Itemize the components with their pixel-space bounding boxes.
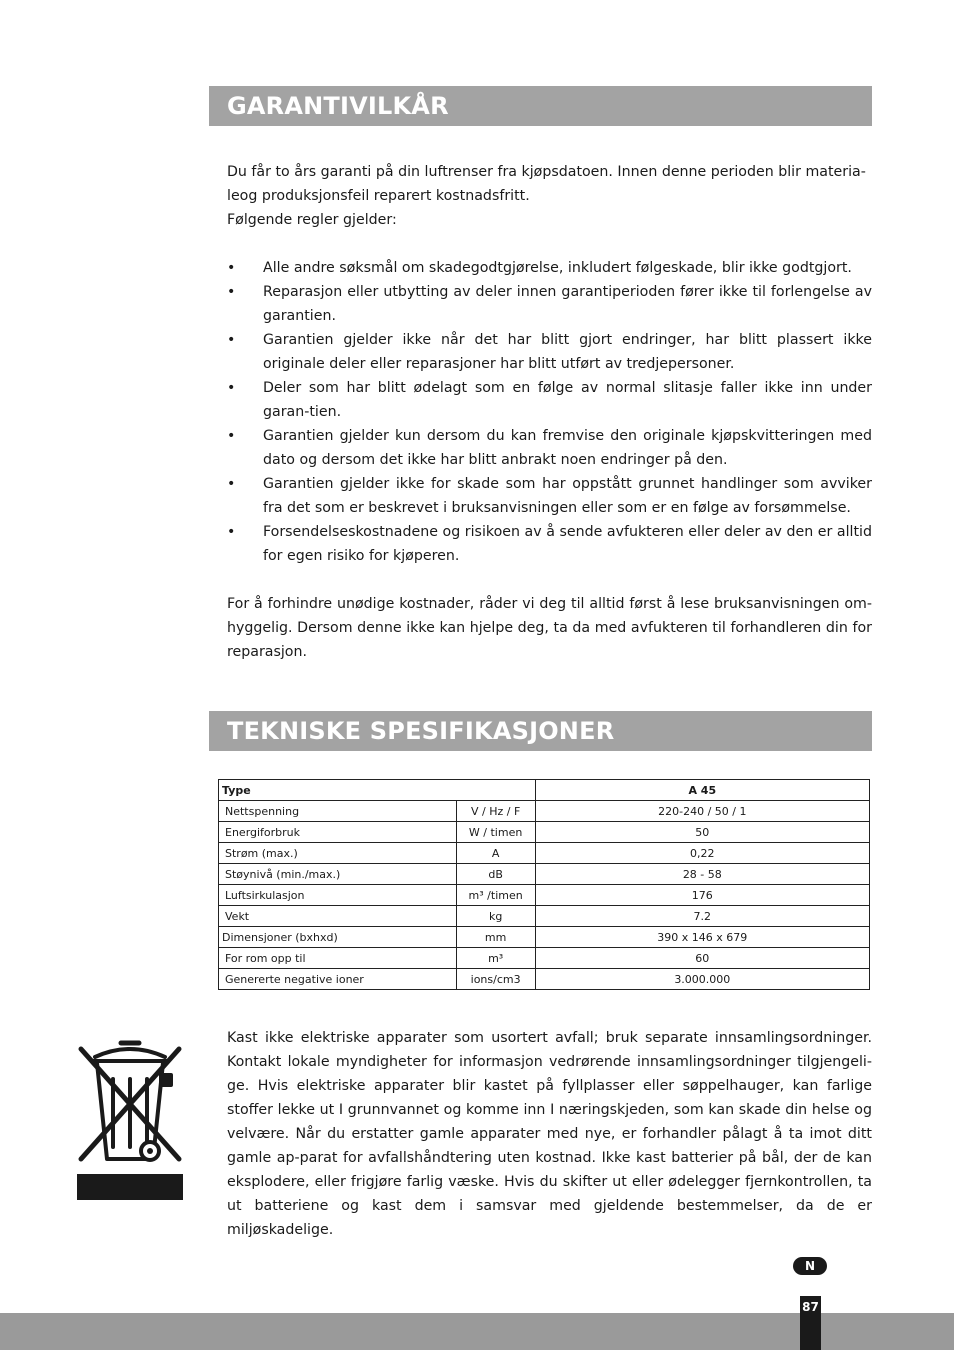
table-row [219, 801, 870, 822]
spec-label: Strøm (max.) [219, 843, 457, 864]
spec-unit: W / timen [456, 822, 535, 843]
spec-label: Nettspenning [219, 801, 457, 822]
model-name: A 45 [535, 780, 869, 801]
specs-heading: TEKNISKE SPESIFIKASJONER [209, 711, 872, 751]
table-row [219, 927, 870, 948]
warranty-heading: GARANTIVILKÅR [209, 86, 872, 126]
list-item: • Deler som har blitt ødelagt som en følge av normal slitasje faller ikke inn under garan-tien. [227, 376, 872, 424]
disposal-text: Kast ikke elektriske apparater som usortert avfall; bruk separate innsamlingsordninger. Kontakt lokale myndigheter for informasjon vedrørende innsamlingsordninger tilgjengeli-ge. Hvis elektriske apparater blir kastet på fyllplasser eller søppelhauger, kan farlige stoffer lekke ut I grunnvannet og komme inn I næringskjeden, som kan skade din helse og velvære. Når du erstatter gamle apparater med nye, er forhandler pålagt å ta imot ditt gamle ap-parat for avfallshåndtering uten kostnad. Ikke kast batterier på bål, der de kan eksplodere, eller frigjøre farlig væske. Hvis du skifter ut eller ødelegger fjernkontrollen, ta ut batteriene og kast dem i samsvar med gjeldende bestemmelser, da de er miljøskadelige. [227, 1030, 872, 1238]
spec-unit: dB [456, 864, 535, 885]
spec-value: 220-240 / 50 / 1 [535, 801, 869, 822]
table-row [219, 969, 870, 990]
spec-value: 390 x 146 x 679 [535, 927, 869, 948]
table-row [219, 822, 870, 843]
table-row [219, 885, 870, 906]
crossed-out-wheelie-bin-icon [77, 1039, 183, 1201]
table-row [219, 906, 870, 927]
type-label: Type [219, 780, 536, 801]
spec-label: Støynivå (min./max.) [219, 864, 457, 885]
bullet-icon: • [227, 284, 236, 300]
list-item: • Reparasjon eller utbytting av deler innen garantiperioden fører ikke til forlengelse av garantien. [227, 280, 872, 328]
list-item: • Garantien gjelder ikke når det har blitt gjort endringer, har blitt plassert ikke originale deler eller reparasjoner har blitt utført av tredjepersoner. [227, 328, 872, 376]
spec-unit: A [456, 843, 535, 864]
bullet-icon: • [227, 260, 236, 276]
warranty-closing: For å forhindre unødige kostnader, råder vi deg til alltid først å lese bruksanvisningen om-hyggelig. Dersom denne ikke kan hjelpe deg, ta da med avfukteren til forhandleren din for reparasjon. [227, 596, 872, 660]
list-item: • Garantien gjelder ikke for skade som har oppstått grunnet handlinger som avviker fra det som er beskrevet i bruksanvisningen eller som er en følge av forsømmelse. [227, 472, 872, 520]
spec-unit: V / Hz / F [456, 801, 535, 822]
spec-value: 60 [535, 948, 869, 969]
warranty-intro-line-1: Du får to års garanti på din luftrenser fra kjøpsdatoen. Innen denne perioden blir materia- [227, 164, 866, 180]
spec-unit: mm [456, 927, 535, 948]
warranty-rules-intro: Følgende regler gjelder: [227, 212, 397, 228]
bullet-icon: • [227, 476, 236, 492]
list-item: • Alle andre søksmål om skadegodtgjørelse, inkludert følgeskade, blir ikke godtgjort. [227, 256, 872, 280]
spec-value: 0,22 [535, 843, 869, 864]
spec-value: 7.2 [535, 906, 869, 927]
warranty-body [227, 160, 872, 664]
spec-value: 28 - 58 [535, 864, 869, 885]
spec-value: 3.000.000 [535, 969, 869, 990]
spec-label: Vekt [219, 906, 457, 927]
spec-label: For rom opp til [219, 948, 457, 969]
bullet-icon: • [227, 524, 236, 540]
spec-label: Energiforbruk [219, 822, 457, 843]
page-number: 87 [800, 1296, 821, 1350]
bullet-icon: • [227, 428, 236, 444]
bullet-icon: • [227, 380, 236, 396]
warranty-rules-list [227, 256, 872, 568]
list-item: • Forsendelseskostnadene og risikoen av å sende avfukteren eller deler av den er alltid for egen risiko for kjøperen. [227, 520, 872, 568]
spec-unit: m³ [456, 948, 535, 969]
table-row [219, 843, 870, 864]
warranty-intro-line-2: leog produksjonsfeil reparert kostnadsfritt. [227, 188, 530, 204]
spec-value: 176 [535, 885, 869, 906]
spec-unit: m³ /timen [456, 885, 535, 906]
spec-label: Dimensjoner (bxhxd) [219, 927, 457, 948]
list-item: • Garantien gjelder kun dersom du kan fremvise den originale kjøpskvitteringen med dato og dersom det ikke har blitt anbrakt noen endringer på den. [227, 424, 872, 472]
table-header-row [219, 780, 870, 801]
specs-table [218, 779, 870, 990]
language-badge: N [793, 1257, 827, 1275]
spec-unit: ions/cm3 [456, 969, 535, 990]
spec-unit: kg [456, 906, 535, 927]
table-row [219, 864, 870, 885]
spec-label: Luftsirkulasjon [219, 885, 457, 906]
spec-label: Genererte negative ioner [219, 969, 457, 990]
table-row [219, 948, 870, 969]
spec-value: 50 [535, 822, 869, 843]
bullet-icon: • [227, 332, 236, 348]
